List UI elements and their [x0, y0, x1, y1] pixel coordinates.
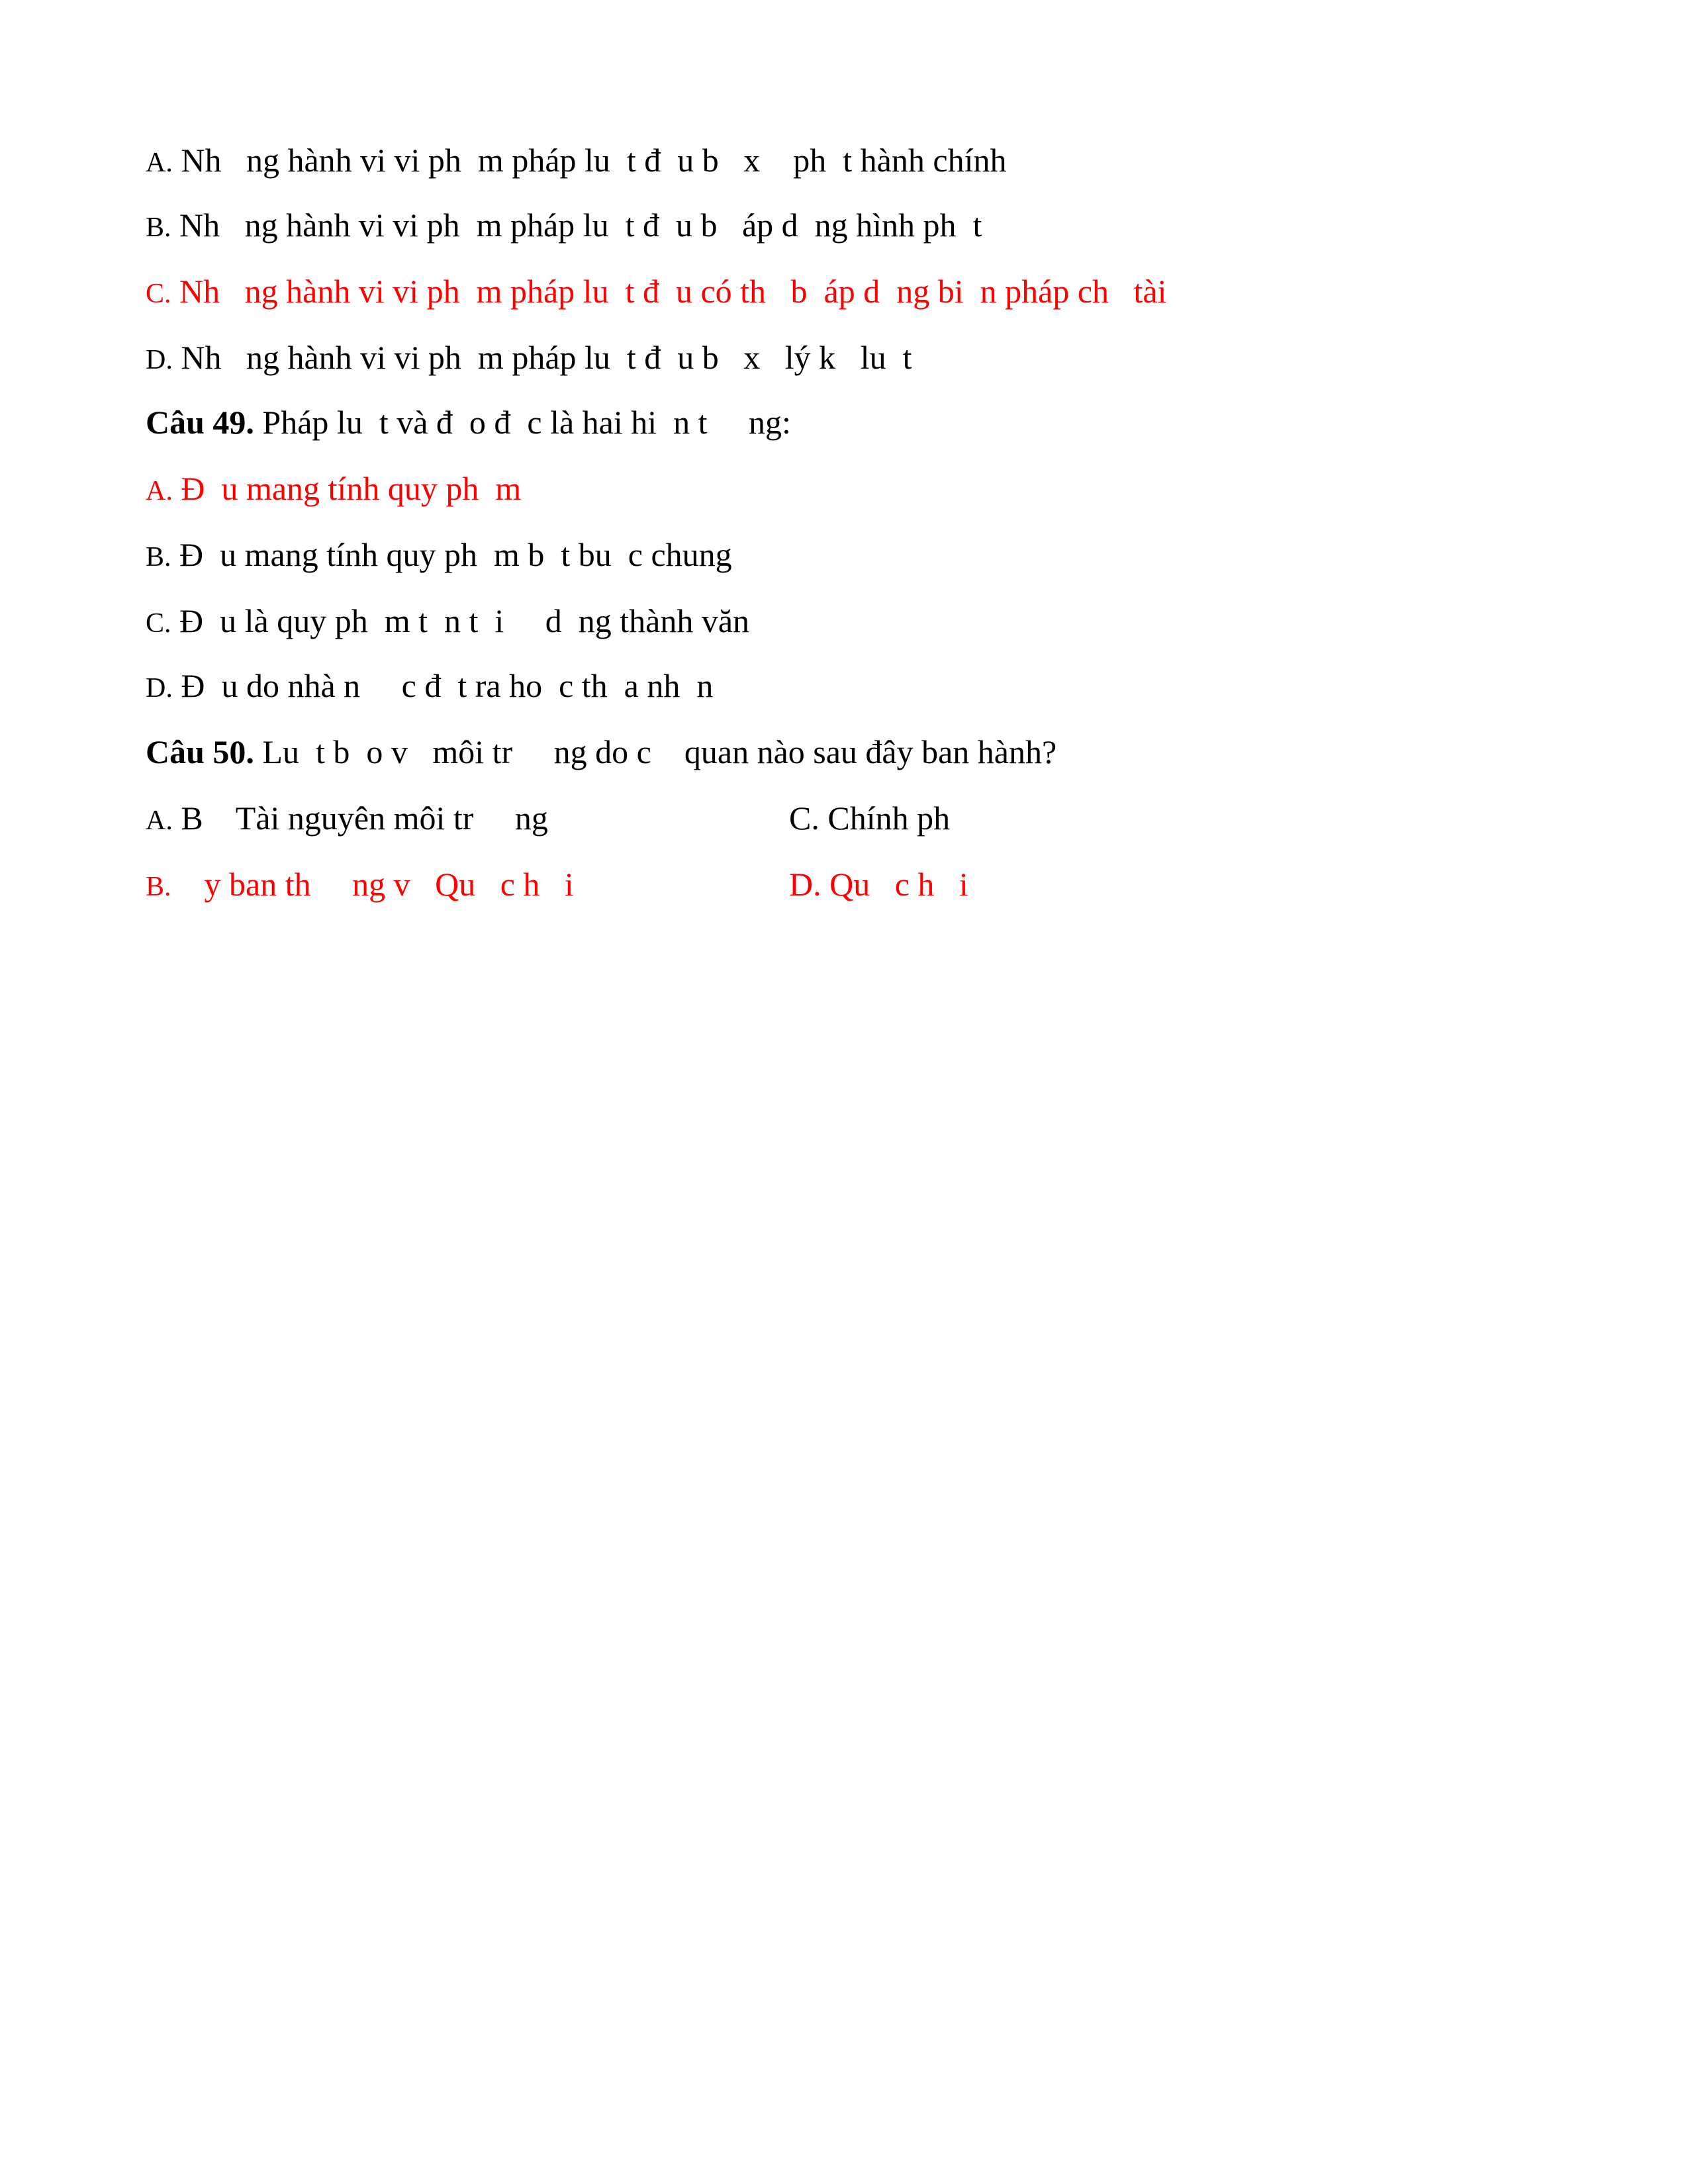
option-label: C.: [146, 279, 171, 309]
option-label: C.: [789, 799, 820, 837]
q50-option-d-correct: [756, 825, 968, 944]
option-text: Qu c h i: [821, 866, 968, 903]
option-label: A.: [146, 148, 173, 178]
option-text: Đ u mang tính quy ph m: [172, 470, 522, 507]
option-label: D.: [146, 345, 173, 375]
option-label: A.: [146, 805, 173, 836]
question-text: Pháp lu t và đ o đ c là hai hi n t ng:: [254, 404, 791, 441]
option-text: Đ u mang tính quy ph m b t bu c chung: [171, 536, 732, 573]
option-label: B.: [146, 542, 171, 572]
question-text: Lu t b o v môi tr ng do c quan nào sau đây ban hành?: [254, 733, 1057, 770]
option-label: C.: [146, 608, 171, 639]
option-text: Nh ng hành vi vi ph m pháp lu t đ u b x lý k lu t: [172, 339, 912, 376]
question-number: Câu 49.: [146, 404, 254, 441]
option-label: A.: [146, 476, 173, 506]
option-text: y ban th ng v Qu c h i: [171, 866, 574, 903]
option-text: Đ u do nhà n c đ t ra ho c th a nh n: [172, 667, 714, 704]
option-label: B.: [146, 212, 171, 243]
option-text: Nh ng hành vi vi ph m pháp lu t đ u b x ph t hành chính: [172, 142, 1007, 179]
option-text: Nh ng hành vi vi ph m pháp lu t đ u b áp d ng hình ph t: [171, 206, 982, 244]
option-text: Đ u là quy ph m t n t i d ng thành văn: [171, 602, 750, 639]
option-text: Nh ng hành vi vi ph m pháp lu t đ u có th b áp d ng bi n pháp ch tài: [171, 273, 1167, 310]
option-label: B.: [146, 872, 171, 902]
option-text: Chính ph: [819, 799, 951, 837]
question-number: Câu 50.: [146, 733, 254, 770]
option-text: B Tài nguyên môi tr ng: [172, 799, 548, 837]
q50-option-b-correct: [113, 825, 574, 946]
option-label: D.: [789, 866, 821, 903]
option-label: D.: [146, 673, 173, 704]
